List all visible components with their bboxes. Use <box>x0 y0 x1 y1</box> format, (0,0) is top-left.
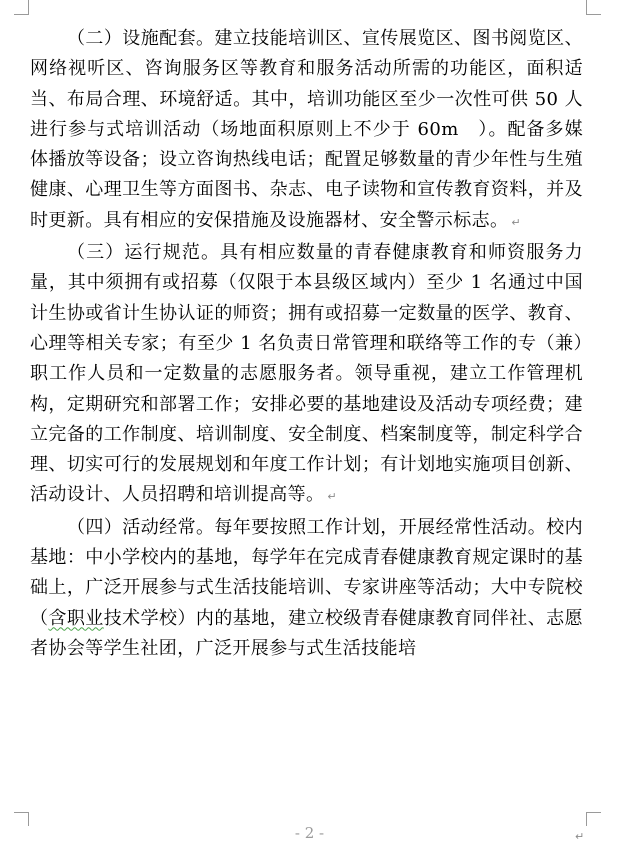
paragraph-text: （二）设施配套。建立技能培训区、宣传展览区、图书阅览区、网络视听区、咨询服务区等教育和服务活动所需的功能区，面积适当、布局合理、环境舒适。其中，培训功能区至少一次性可供 50 人进行参与式培训活动（场地面积原则上不少于 60m ）。配备多媒体播放等设备；设立咨询热线电话；配置足够数量的青少年性与生殖健康、心理卫生等方面图书、杂志、电子读物和宣传教育资料，并及时更新。具有相应的安保措施及设施器材、安全警示标志。 <box>30 28 583 231</box>
paragraph-activities[interactable] <box>30 513 583 664</box>
crop-mark-bottom-left <box>14 812 29 813</box>
paragraph-text: （四）活动经常。每年要按照工作计划，开展经常性活动。校内基地：中小学校内的基地，每学年在完成青春健康教育规定课时的基础上，广泛开展参与式生活技能培训、专家讲座等活动；大中专院校（ <box>30 516 583 629</box>
crop-mark-top-right <box>586 14 601 15</box>
paragraph-operation[interactable] <box>30 238 583 513</box>
paragraph-text: （三）运行规范。具有相应数量的青春健康教育和师资服务力量，其中须拥有或招募（仅限于本县级区域内）至少 1 名通过中国计生协或省计生协认证的师资；拥有或招募一定数量的医学、教育、心理等相关专家；有至少 1 名负责日常管理和联络等工作的专（兼）职工作人员和一定数量的志愿服务者。领导重视，建立工作管理机构，定期研究和部署工作；安排必要的基地建设及活动专项经费；建立完备的工作制度、培训制度、安全制度、档案制度等，制定科学合理、切实可行的发展规划和年度工作计划；有计划地实施项目创新、活动设计、人员招聘和培训提高等。 <box>30 242 583 506</box>
document-body[interactable] <box>30 24 583 664</box>
crop-mark-top-left <box>14 14 29 15</box>
paragraph-mark-icon: ↵ <box>327 490 337 504</box>
paragraph-mark-icon: ↵ <box>511 215 521 229</box>
crop-mark-top-right <box>586 0 587 14</box>
footer-paragraph-mark-icon: ↵ <box>575 830 585 843</box>
crop-mark-bottom-right <box>586 812 601 813</box>
grammar-flagged-text[interactable]: 含职业 <box>48 607 104 629</box>
crop-mark-top-left <box>28 0 29 14</box>
page-number-footer: - 2 - <box>294 824 325 842</box>
paragraph-text: 技术学校）内的基地，建立校级青春健康教育同伴社、志愿者协会等学生社团，广泛开展参与式生活技能培 <box>30 607 583 659</box>
paragraph-facilities[interactable] <box>30 24 583 238</box>
